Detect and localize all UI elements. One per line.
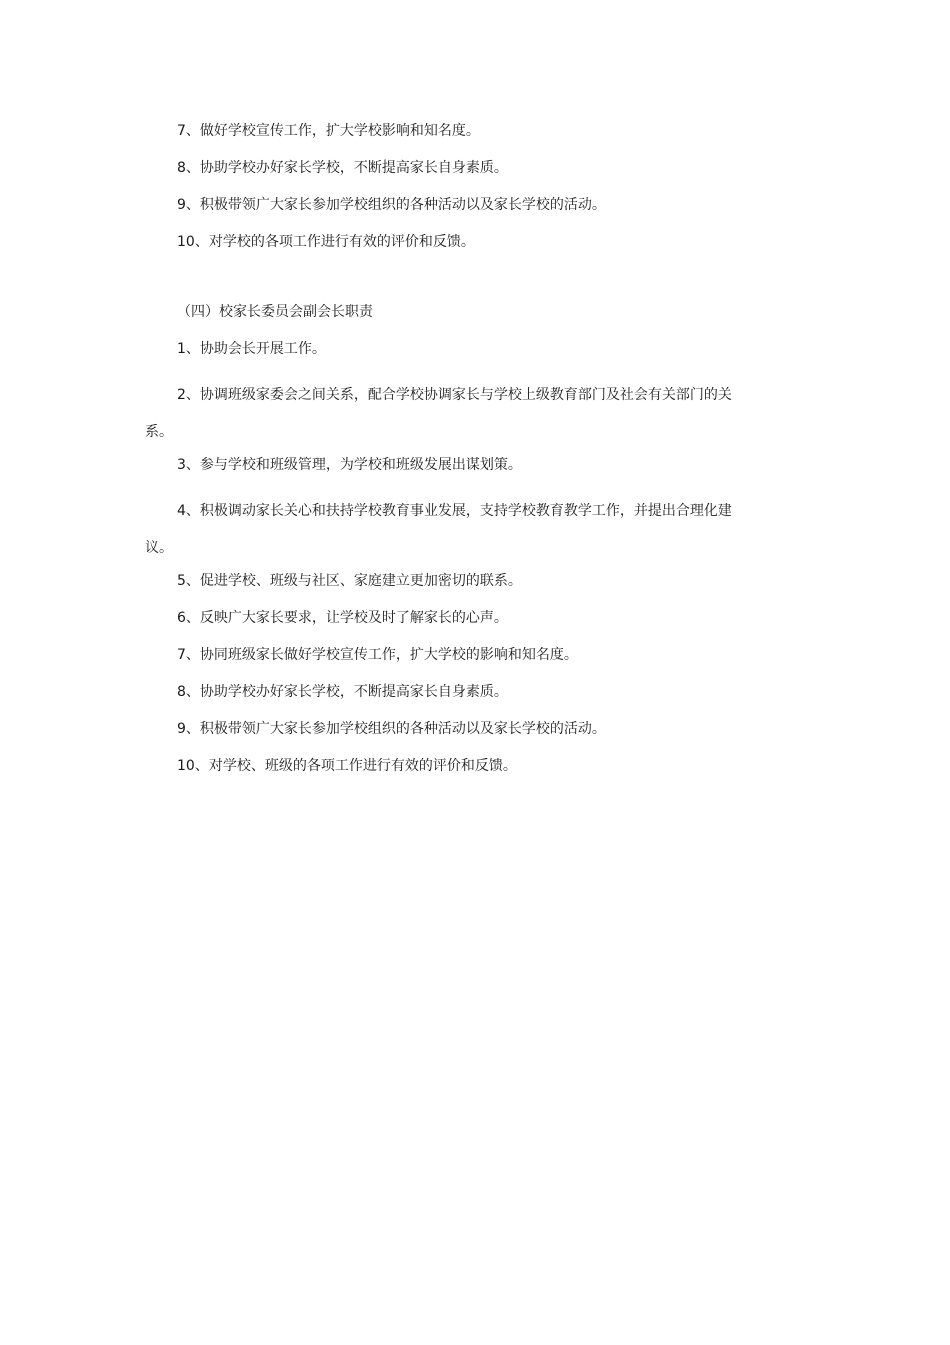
list-item: 4、积极调动家长关心和扶持学校教育事业发展，支持学校教育教学工作，并提出合理化建议。 xyxy=(145,503,732,556)
vice-president-duties-list xyxy=(145,340,745,776)
list-item: 8、协助学校办好家长学校，不断提高家长自身素质。 xyxy=(177,160,508,176)
list-item: 7、协同班级家长做好学校宣传工作，扩大学校的影响和知名度。 xyxy=(177,647,578,663)
list-item: 9、积极带领广大家长参加学校组织的各种活动以及家长学校的活动。 xyxy=(177,197,606,213)
list-item: 10、对学校的各项工作进行有效的评价和反馈。 xyxy=(177,234,475,250)
previous-section-list xyxy=(145,122,745,252)
section-heading: （四）校家长委员会副会长职责 xyxy=(177,304,373,320)
list-item: 8、协助学校办好家长学校，不断提高家长自身素质。 xyxy=(177,684,508,700)
list-item: 3、参与学校和班级管理，为学校和班级发展出谋划策。 xyxy=(177,457,522,473)
list-item: 10、对学校、班级的各项工作进行有效的评价和反馈。 xyxy=(177,758,517,774)
list-item: 2、协调班级家委会之间关系，配合学校协调家长与学校上级教育部门及社会有关部门的关系。 xyxy=(145,387,732,440)
document-body xyxy=(145,122,745,794)
list-item: 9、积极带领广大家长参加学校组织的各种活动以及家长学校的活动。 xyxy=(177,721,606,737)
section-spacer xyxy=(145,270,745,303)
list-item: 5、促进学校、班级与社区、家庭建立更加密切的联系。 xyxy=(177,573,522,589)
list-item: 7、做好学校宣传工作，扩大学校影响和知名度。 xyxy=(177,123,480,139)
list-item: 1、协助会长开展工作。 xyxy=(177,341,326,357)
list-item: 6、反映广大家长要求，让学校及时了解家长的心声。 xyxy=(177,610,508,626)
